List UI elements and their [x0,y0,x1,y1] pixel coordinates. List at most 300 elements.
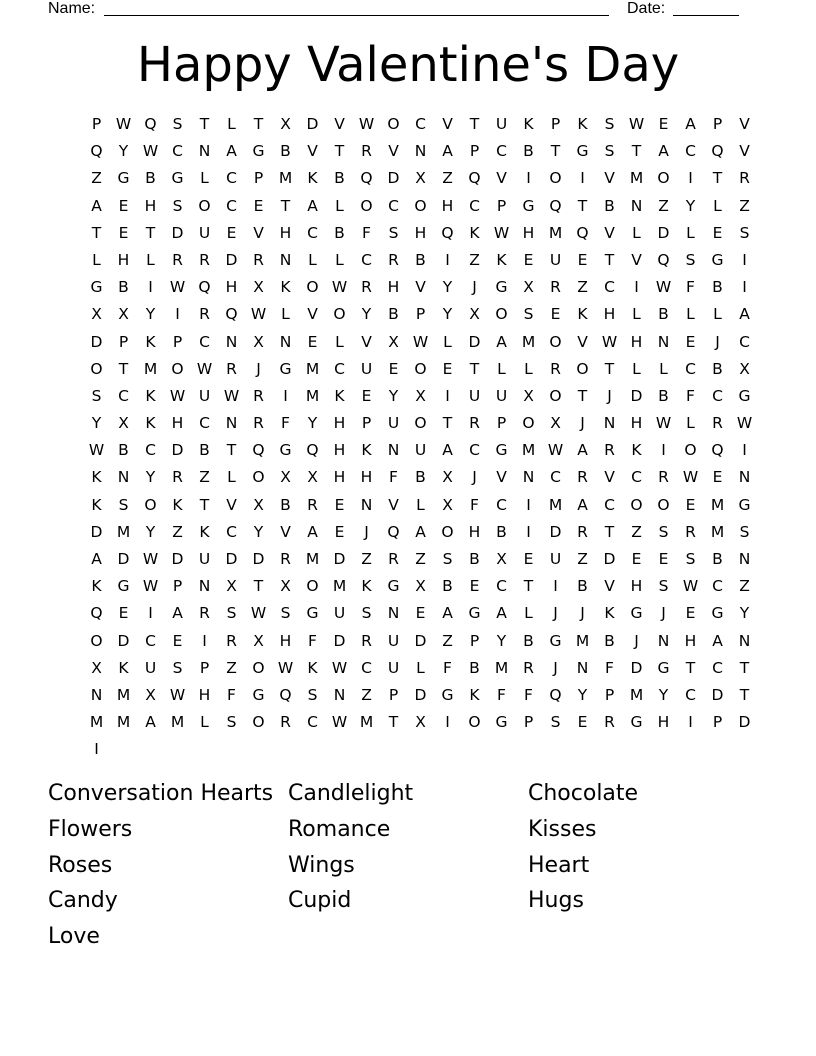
grid-letter: Y [91,414,102,433]
grid-letter: A [577,441,588,460]
grid-letter: L [335,196,344,215]
grid-letter: V [307,305,318,324]
grid-letter: X [415,577,426,596]
grid-letter: R [361,631,372,650]
grid-letter: R [712,414,723,433]
grid-letter: Z [577,550,588,568]
grid-letter: S [658,577,669,596]
grid-letter: T [604,250,615,269]
grid-letter: H [333,468,346,487]
grid-letter: G [495,278,508,297]
grid-letter: V [739,142,750,161]
grid-letter: L [659,359,668,378]
grid-letter: N [117,468,130,487]
grid-letter: C [712,577,723,596]
grid-letter: U [198,550,211,568]
grid-letter: K [604,604,615,623]
grid-letter: D [171,550,184,568]
grid-letter: D [468,332,481,351]
grid-letter: S [739,223,750,242]
grid-letter: I [742,278,747,297]
grid-letter: D [711,685,724,704]
grid-letter: X [739,359,750,378]
grid-letter: M [116,713,131,732]
grid-letter: Z [469,250,480,269]
grid-letter: G [711,604,724,623]
grid-letter: L [200,169,209,188]
grid-letter: T [226,441,237,460]
grid-letter: K [145,332,156,351]
grid-letter: E [388,359,399,378]
grid-letter: I [202,631,207,650]
grid-letter: D [333,550,346,568]
grid-letter: H [630,577,643,596]
grid-letter: K [118,658,129,677]
grid-letter: I [175,305,180,324]
grid-letter: B [280,495,291,514]
grid-letter: L [713,196,722,215]
grid-letter: V [496,468,507,487]
grid-letter: U [468,386,481,405]
grid-letter: B [469,658,480,677]
grid-letter: N [198,142,211,161]
grid-letter: C [604,278,615,297]
grid-letter: K [91,495,102,514]
grid-letter: V [577,332,588,351]
grid-letter: G [171,169,184,188]
grid-letter: E [550,305,561,324]
grid-letter: M [548,495,563,514]
grid-letter: S [604,142,615,161]
grid-letter: A [442,142,453,161]
grid-letter: U [387,414,400,433]
grid-letter: V [253,223,264,242]
grid-letter: L [416,658,425,677]
grid-letter: B [523,631,534,650]
grid-letter: O [657,169,670,188]
grid-letter: O [360,196,373,215]
grid-letter: P [469,142,480,161]
grid-letter: N [603,414,616,433]
grid-letter: C [685,685,696,704]
grid-letter: L [524,604,533,623]
grid-letter: A [739,305,750,324]
grid-letter: M [629,169,644,188]
grid-letter: E [577,713,588,732]
grid-letter: E [253,196,264,215]
grid-letter: I [94,740,99,759]
grid-letter: X [91,305,102,324]
grid-letter: I [634,278,639,297]
grid-letter: H [630,414,643,433]
grid-letter: E [523,250,534,269]
grid-letter: B [280,142,291,161]
grid-letter: H [387,278,400,297]
grid-letter: G [279,359,292,378]
grid-letter: R [253,414,264,433]
grid-letter: D [414,685,427,704]
grid-letter: L [686,305,695,324]
grid-letter: L [227,468,236,487]
grid-letter: Q [468,169,481,188]
grid-letter: C [469,196,480,215]
grid-letter: K [334,386,345,405]
grid-letter: R [226,359,237,378]
grid-letter: C [685,359,696,378]
grid-letter: B [712,278,723,297]
grid-letter: T [685,658,696,677]
grid-letter: T [604,359,615,378]
grid-letter: A [307,196,318,215]
grid-letter: T [469,359,480,378]
grid-letter: K [145,386,156,405]
grid-letter: U [360,359,373,378]
grid-letter: L [146,250,155,269]
grid-letter: C [361,250,372,269]
grid-letter: W [493,223,510,242]
grid-letter: X [415,386,426,405]
grid-letter: C [469,441,480,460]
grid-letter: S [172,658,183,677]
grid-letter: L [335,332,344,351]
grid-letter: M [575,631,590,650]
grid-letter: M [89,713,104,732]
grid-letter: I [742,441,747,460]
grid-letter: J [607,386,612,405]
grid-letter: W [142,142,159,161]
grid-letter: D [306,115,319,133]
grid-letter: I [526,169,531,188]
grid-letter: R [199,305,210,324]
grid-letter: E [523,550,534,568]
grid-letter: N [333,685,346,704]
grid-letter: B [658,386,669,405]
grid-letter: G [738,495,751,514]
grid-letter: D [171,223,184,242]
grid-letter: H [657,713,670,732]
grid-letter: E [118,196,129,215]
grid-letter: R [523,658,534,677]
grid-letter: T [577,386,588,405]
grid-letter: G [630,604,643,623]
grid-letter: S [658,522,669,541]
grid-letter: O [306,278,319,297]
grid-letter: L [92,250,101,269]
grid-letter: I [283,386,288,405]
grid-letter: R [199,604,210,623]
grid-letter: W [655,278,672,297]
grid-letter: R [172,468,183,487]
grid-letter: O [495,305,508,324]
grid-letter: W [169,278,186,297]
grid-letter: C [199,332,210,351]
grid-letter: X [523,386,534,405]
grid-letter: B [118,278,129,297]
grid-letter: Q [711,441,724,460]
grid-letter: W [115,115,132,133]
grid-letter: W [412,332,429,351]
grid-letter: C [172,142,183,161]
grid-letter: L [308,250,317,269]
grid-letter: E [685,604,696,623]
grid-letter: G [252,142,265,161]
grid-letter: M [170,713,185,732]
grid-letter: H [468,522,481,541]
word-list-item: Love [48,924,100,950]
grid-letter: M [521,441,536,460]
grid-letter: O [306,577,319,596]
name-blank-line[interactable] [104,15,609,16]
grid-letter: O [630,495,643,514]
grid-letter: C [631,468,642,487]
grid-letter: A [442,604,453,623]
grid-letter: Y [118,142,129,161]
grid-letter: B [658,305,669,324]
grid-letter: E [172,631,183,650]
grid-letter: F [470,495,479,514]
grid-letter: W [655,414,672,433]
grid-letter: E [658,115,669,133]
grid-letter: W [547,441,564,460]
grid-letter: B [712,359,723,378]
grid-letter: Y [253,522,264,541]
grid-letter: Z [442,631,453,650]
name-label: Name: [48,0,96,17]
grid-letter: O [549,169,562,188]
grid-letter: W [142,550,159,568]
grid-letter: W [250,604,267,623]
grid-letter: N [279,332,292,351]
grid-letter: T [91,223,102,242]
grid-letter: K [523,115,534,133]
grid-letter: B [604,631,615,650]
grid-letter: X [388,332,399,351]
grid-letter: V [388,495,399,514]
grid-letter: X [415,169,426,188]
grid-letter: X [415,713,426,732]
grid-letter: N [738,550,751,568]
grid-letter: O [684,441,697,460]
grid-letter: E [469,577,480,596]
grid-letter: P [172,577,183,596]
grid-letter: D [171,441,184,460]
grid-letter: U [387,631,400,650]
grid-letter: I [553,577,558,596]
grid-letter: C [388,196,399,215]
date-blank-line[interactable] [673,15,739,16]
grid-letter: G [495,713,508,732]
grid-letter: A [712,631,723,650]
grid-letter: B [199,441,210,460]
grid-letter: G [711,250,724,269]
grid-letter: R [253,250,264,269]
grid-letter: W [88,441,105,460]
grid-letter: H [171,414,184,433]
grid-letter: A [658,142,669,161]
grid-letter: Z [91,169,102,188]
grid-letter: Z [739,196,750,215]
grid-letter: U [495,386,508,405]
grid-letter: Z [577,278,588,297]
grid-letter: Z [739,577,750,596]
grid-letter: B [523,142,534,161]
grid-letter: W [601,332,618,351]
grid-letter: G [549,631,562,650]
grid-letter: K [172,495,183,514]
grid-letter: A [172,604,183,623]
grid-letter: H [198,685,211,704]
header [0,0,816,22]
grid-letter: H [522,223,535,242]
grid-letter: F [227,685,236,704]
grid-letter: E [118,223,129,242]
grid-letter: N [738,631,751,650]
grid-letter: J [472,468,477,487]
grid-letter: Q [144,115,157,133]
grid-letter: S [442,550,453,568]
grid-letter: R [739,169,750,188]
grid-letter: X [145,685,156,704]
grid-letter: G [468,604,481,623]
grid-letter: T [577,196,588,215]
grid-letter: Q [711,142,724,161]
grid-letter: F [362,223,371,242]
grid-letter: N [279,250,292,269]
grid-letter: H [684,631,697,650]
grid-letter: Z [361,550,372,568]
grid-letter: D [90,522,103,541]
grid-letter: P [712,713,723,732]
grid-letter: A [226,142,237,161]
grid-letter: J [256,359,261,378]
grid-letter: X [253,631,264,650]
grid-letter: H [414,223,427,242]
grid-letter: U [198,223,211,242]
grid-letter: E [334,495,345,514]
grid-letter: W [736,414,753,433]
grid-letter: B [334,223,345,242]
grid-letter: U [549,250,562,269]
grid-letter: I [526,495,531,514]
grid-letter: K [631,441,642,460]
grid-letter: X [442,468,453,487]
grid-letter: E [685,332,696,351]
grid-letter: I [148,278,153,297]
grid-letter: G [630,713,643,732]
grid-letter: I [148,604,153,623]
grid-letter: N [414,142,427,161]
grid-letter: O [414,196,427,215]
grid-letter: E [442,359,453,378]
grid-letter: C [145,441,156,460]
grid-letter: K [577,115,588,133]
grid-letter: T [550,142,561,161]
grid-letter: G [657,658,670,677]
grid-letter: L [443,332,452,351]
grid-letter: C [334,359,345,378]
word-list [48,776,768,955]
grid-letter: T [469,115,480,133]
grid-letter: R [388,550,399,568]
grid-letter: W [142,577,159,596]
grid-letter: T [199,115,210,133]
grid-letter: X [226,577,237,596]
grid-letter: V [604,577,615,596]
grid-letter: V [604,223,615,242]
grid-letter: E [415,604,426,623]
grid-letter: L [686,223,695,242]
grid-letter: K [469,685,480,704]
grid-letter: C [685,142,696,161]
grid-letter: D [387,169,400,188]
grid-letter: D [252,550,265,568]
grid-letter: L [281,305,290,324]
grid-letter: Y [145,522,156,541]
grid-letter: T [253,577,264,596]
grid-letter: F [443,658,452,677]
grid-letter: B [577,577,588,596]
grid-letter: W [331,713,348,732]
grid-letter: W [682,468,699,487]
grid-letter: Q [306,441,319,460]
grid-letter: K [91,468,102,487]
grid-letter: H [279,223,292,242]
grid-letter: C [604,495,615,514]
grid-letter: E [658,550,669,568]
grid-letter: Q [360,169,373,188]
grid-letter: H [630,332,643,351]
grid-letter: Y [442,278,453,297]
grid-letter: M [494,658,509,677]
grid-letter: H [441,196,454,215]
grid-letter: L [686,414,695,433]
grid-letter: J [472,278,477,297]
grid-letter: T [253,115,264,133]
grid-letter: L [713,305,722,324]
grid-letter: B [469,550,480,568]
grid-letter: U [549,550,562,568]
grid-letter: P [523,713,534,732]
grid-letter: W [250,305,267,324]
grid-letter: I [661,441,666,460]
word-list-item: Candlelight [288,781,414,806]
grid-letter: M [521,332,536,351]
grid-letter: J [364,522,369,541]
grid-letter: Y [442,305,453,324]
grid-letter: H [360,468,373,487]
grid-letter: F [524,685,533,704]
grid-letter: M [629,685,644,704]
grid-letter: M [332,577,347,596]
grid-letter: B [415,250,426,269]
grid-letter: H [603,305,616,324]
grid-letter: M [305,386,320,405]
grid-letter: G [738,386,751,405]
grid-letter: O [171,359,184,378]
grid-letter: V [442,115,453,133]
grid-letter: G [576,142,589,161]
grid-letter: M [278,169,293,188]
grid-letter: O [90,359,103,378]
grid-letter: A [91,196,102,215]
grid-letter: V [334,115,345,133]
grid-letter: N [387,604,400,623]
grid-letter: C [307,713,318,732]
grid-letter: S [226,713,237,732]
grid-letter: N [387,441,400,460]
grid-letter: Z [226,658,237,677]
word-list-item: Hugs [528,888,584,914]
